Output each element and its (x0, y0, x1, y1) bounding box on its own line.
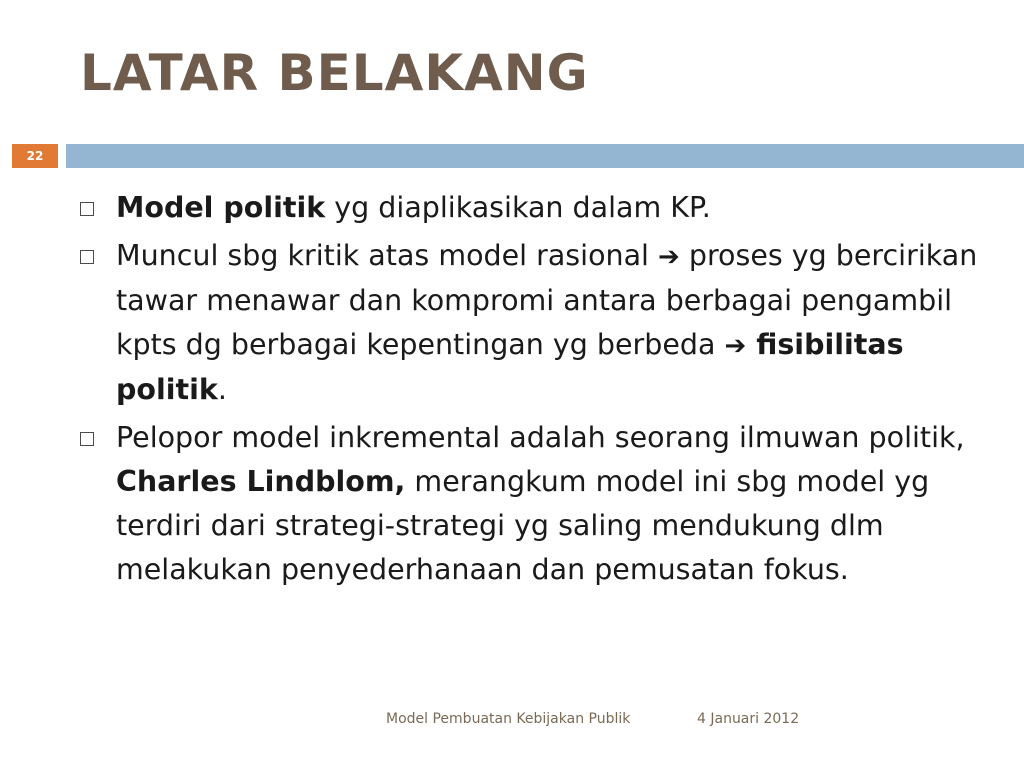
bold-term: fisibilitas politik (116, 328, 904, 406)
right-arrow-icon: ➔ (658, 242, 680, 272)
square-bullet-icon (80, 432, 94, 446)
text-run: proses yg bercirikan tawar menawar dan kompromi antara berbagai pengambil kpts dg berbagai kepentingan yg berbeda (116, 239, 978, 361)
slide-title: LATAR BELAKANG (80, 44, 589, 102)
slide-number-badge (12, 144, 58, 168)
bullet-text (116, 186, 1000, 230)
text-run: Muncul sbg kritik atas model rasional (116, 239, 659, 272)
text-run: . (217, 373, 227, 406)
bullet-text (116, 416, 1000, 592)
bullet-item (80, 234, 1000, 412)
text-run: merangkum model ini sbg model yg terdiri dari strategi-strategi yg saling mendukung dlm melakukan penyederhanaan dan pemusatan fokus. (116, 465, 930, 586)
bullet-item (80, 416, 1000, 592)
bold-term: Model politik (116, 191, 326, 224)
slide-number: 22 (26, 149, 44, 163)
bold-term: Charles Lindblom, (116, 465, 406, 498)
text-run: Pelopor model inkremental adalah seorang ilmuwan politik, (116, 421, 965, 454)
footer-presentation-title: Model Pembuatan Kebijakan Publik (386, 711, 631, 727)
text-run: yg diaplikasikan dalam KP. (325, 191, 711, 224)
footer-date: 4 Januari 2012 (697, 711, 800, 727)
header-divider-bar (66, 144, 1024, 168)
square-bullet-icon (80, 250, 94, 264)
square-bullet-icon (80, 202, 94, 216)
bullet-item (80, 186, 1000, 230)
slide-content (80, 186, 1000, 596)
bullet-text (116, 234, 1000, 412)
right-arrow-icon: ➔ (724, 331, 747, 361)
